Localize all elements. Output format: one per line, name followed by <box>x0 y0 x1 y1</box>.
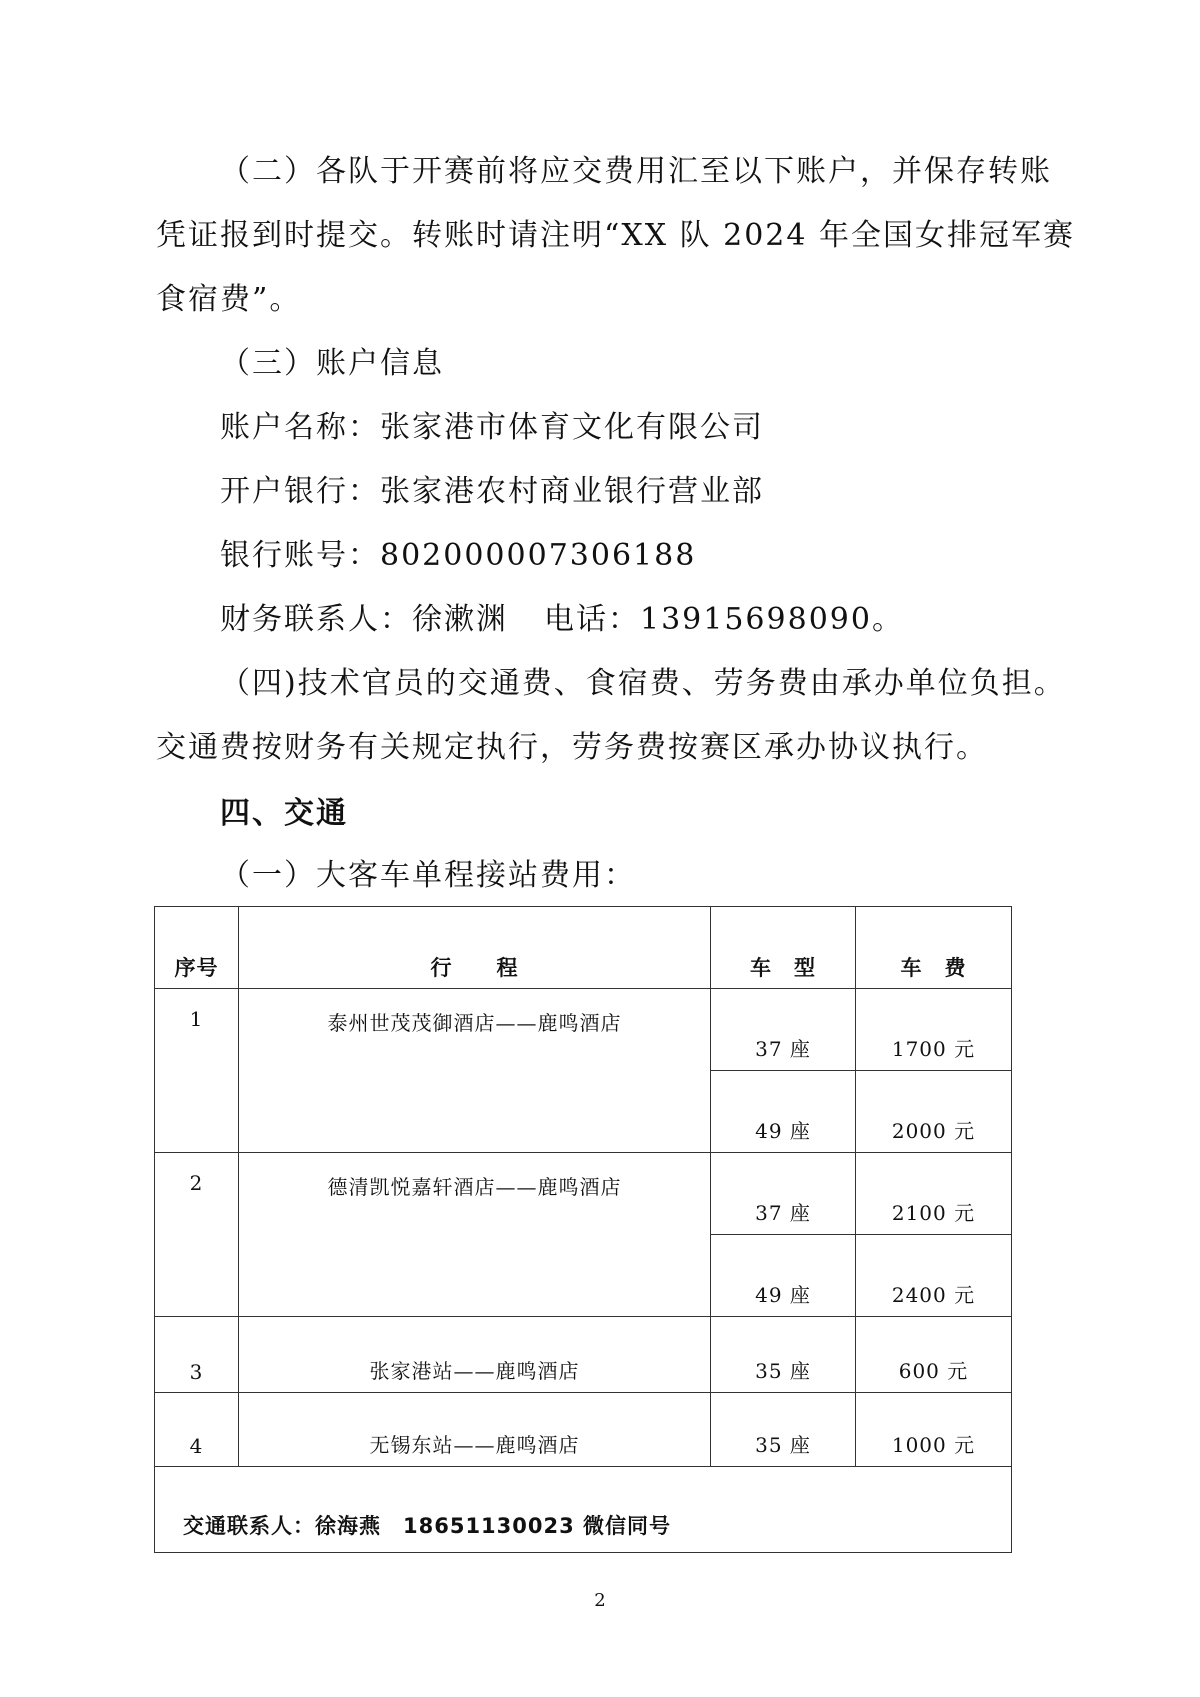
row-1-fee-b: 2000 元 <box>856 1071 1012 1153</box>
row-4-route: 无锡东站——鹿鸣酒店 <box>239 1393 711 1467</box>
row-4-seats: 35 座 <box>711 1393 856 1467</box>
row-1-fee-a: 1700 元 <box>856 989 1012 1071</box>
row-3-no: 3 <box>155 1317 239 1393</box>
table-row <box>155 1317 1012 1393</box>
row-2-seats-a: 37 座 <box>711 1153 856 1235</box>
row-4-fee: 1000 元 <box>856 1393 1012 1467</box>
row-4-no: 4 <box>155 1393 239 1467</box>
transport-contact: 交通联系人：徐海燕 18651130023 微信同号 <box>155 1467 1012 1553</box>
paragraph-4-line-2: 交通费按财务有关规定执行，劳务费按赛区承办协议执行。 <box>156 730 988 765</box>
header-route: 行 程 <box>239 907 711 989</box>
paragraph-2-line-3: 食宿费”。 <box>156 282 302 317</box>
row-2-no: 2 <box>155 1153 239 1317</box>
header-vehicle: 车 型 <box>711 907 856 989</box>
finance-phone: 电话：13915698090。 <box>544 602 904 637</box>
table-row <box>155 989 1012 1071</box>
table-header-row <box>155 907 1012 989</box>
header-no: 序号 <box>155 907 239 989</box>
page-number: 2 <box>594 1590 606 1611</box>
finance-contact: 财务联系人：徐漱渊 <box>220 602 508 637</box>
paragraph-2-line-2: 凭证报到时提交。转账时请注明“XX 队 2024 年全国女排冠军赛 <box>156 218 1076 253</box>
row-2-fee-a: 2100 元 <box>856 1153 1012 1235</box>
row-3-seats: 35 座 <box>711 1317 856 1393</box>
row-1-route: 泰州世茂茂御酒店——鹿鸣酒店 <box>239 989 711 1153</box>
subsection-1-title: （一）大客车单程接站费用： <box>220 858 636 893</box>
row-2-seats-b: 49 座 <box>711 1235 856 1317</box>
paragraph-2-line-1: （二）各队于开赛前将应交费用汇至以下账户，并保存转账 <box>220 154 1052 189</box>
contact-row <box>155 1467 1012 1553</box>
bus-fee-table <box>154 906 1012 1553</box>
section-3-title: （三）账户信息 <box>220 346 444 381</box>
table-row <box>155 1153 1012 1235</box>
account-number: 银行账号：802000007306188 <box>220 538 697 573</box>
paragraph-4-line-1: （四)技术官员的交通费、食宿费、劳务费由承办单位负担。 <box>220 666 1066 701</box>
row-1-seats-a: 37 座 <box>711 989 856 1071</box>
row-1-no: 1 <box>155 989 239 1153</box>
finance-contact-line <box>220 600 904 640</box>
header-fee: 车 费 <box>856 907 1012 989</box>
table-row <box>155 1393 1012 1467</box>
row-3-fee: 600 元 <box>856 1317 1012 1393</box>
row-2-route: 德清凯悦嘉轩酒店——鹿鸣酒店 <box>239 1153 711 1317</box>
row-1-seats-b: 49 座 <box>711 1071 856 1153</box>
account-name: 账户名称：张家港市体育文化有限公司 <box>220 410 764 445</box>
row-2-fee-b: 2400 元 <box>856 1235 1012 1317</box>
section-4-title: 四、交通 <box>220 796 348 831</box>
bank-name: 开户银行：张家港农村商业银行营业部 <box>220 474 764 509</box>
row-3-route: 张家港站——鹿鸣酒店 <box>239 1317 711 1393</box>
